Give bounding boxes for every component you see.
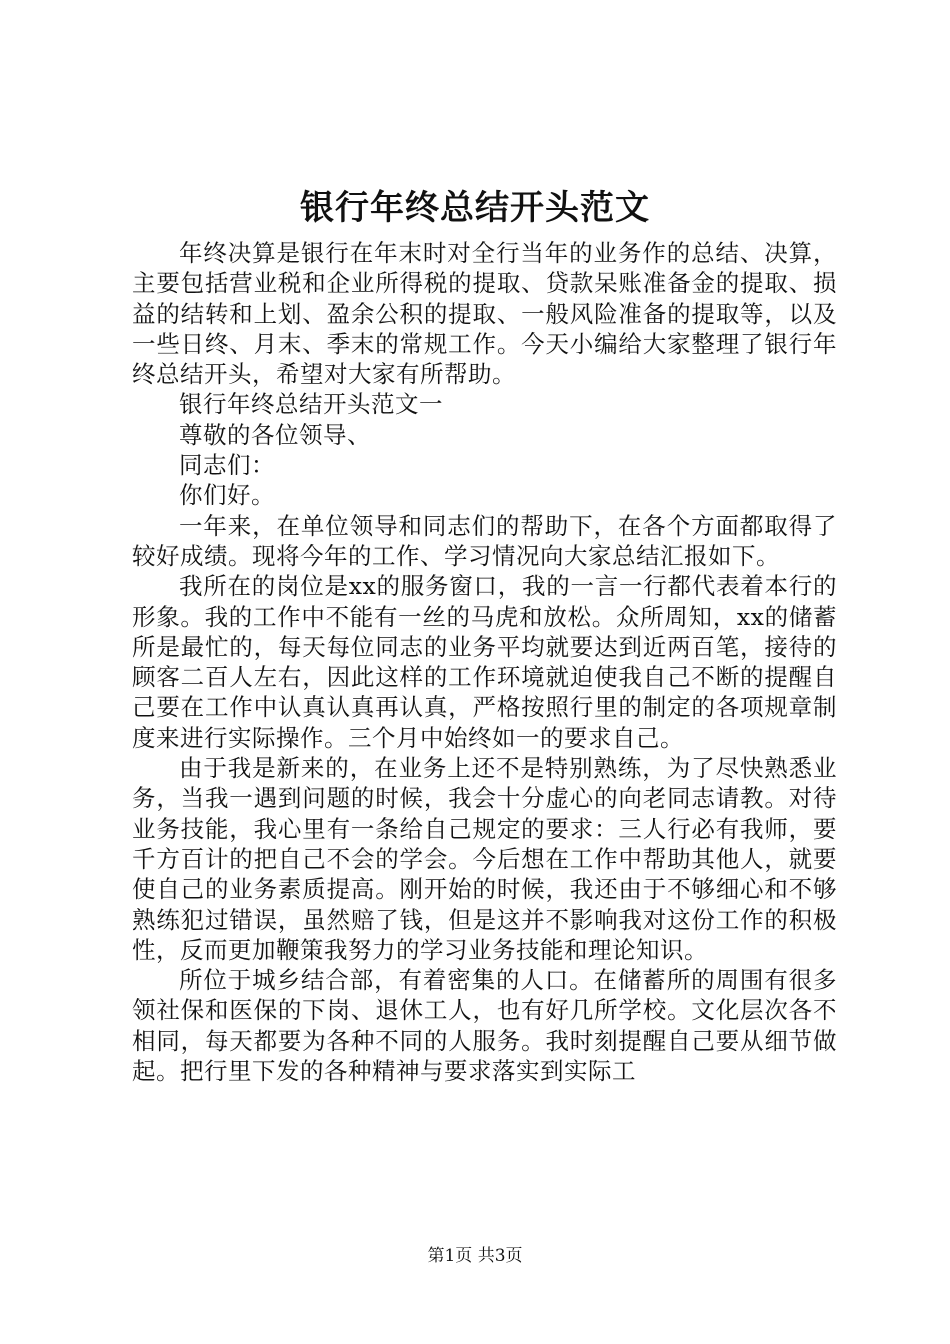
paragraph-greeting: 你们好。 [179,481,275,510]
paragraph-learning: 由于我是新来的，在业务上还不是特别熟练，为了尽快熟悉业务，当我一遇到问题的时候，我会十分虚心的向老同志请教。对待业务技能，我心里有一条给自己规定的要求：三人行必有我师，要千方百计的把自己不会的学会。今后想在工作中帮助其他人，就要使自己的业务素质提高。刚开始的时候，我还由于不够细心和不够熟练犯过错误，虽然赔了钱，但是这并不影响我对这份工作的积极性，反而更加鞭策我努力的学习业务技能和理论知识。 [132,754,837,964]
paragraph-salutation: 尊敬的各位领导、 [179,420,371,449]
document-body [132,238,837,1086]
document-title: 银行年终总结开头范文 [300,188,650,228]
paragraph-opening: 一年来，在单位领导和同志们的帮助下，在各个方面都取得了较好成绩。现将今年的工作、学习情况向大家总结汇报如下。 [132,511,837,570]
paragraph-location: 所位于城乡结合部，有着密集的人口。在储蓄所的周围有很多领社保和医保的下岗、退休工人，也有好几所学校。文化层次各不相同，每天都要为各种不同的人服务。我时刻提醒自己要从细节做起。把行里下发的各种精神与要求落实到实际工 [132,966,837,1086]
paragraph-intro: 年终决算是银行在年末时对全行当年的业务作的总结、决算，主要包括营业税和企业所得税的提取、贷款呆账准备金的提取、损益的结转和上划、盈余公积的提取、一般风险准备的提取等，以及一些日终、月末、季末的常规工作。今天小编给大家整理了银行年终总结开头，希望对大家有所帮助。 [132,239,837,389]
paragraph-position: 我所在的岗位是xx的服务窗口，我的一言一行都代表着本行的形象。我的工作中不能有一丝的马虎和放松。众所周知，xx的储蓄所是最忙的，每天每位同志的业务平均就要达到近两百笔，接待的顾客二百人左右，因此这样的工作环境就迫使我自己不断的提醒自己要在工作中认真认真再认真，严格按照行里的制定的各项规章制度来进行实际操作。三个月中始终如一的要求自己。 [132,572,837,752]
page-footer: 第1页 共3页 [427,1246,523,1266]
paragraph-salutation-comrades: 同志们： [179,451,275,480]
paragraph-section-heading: 银行年终总结开头范文一 [179,390,443,419]
